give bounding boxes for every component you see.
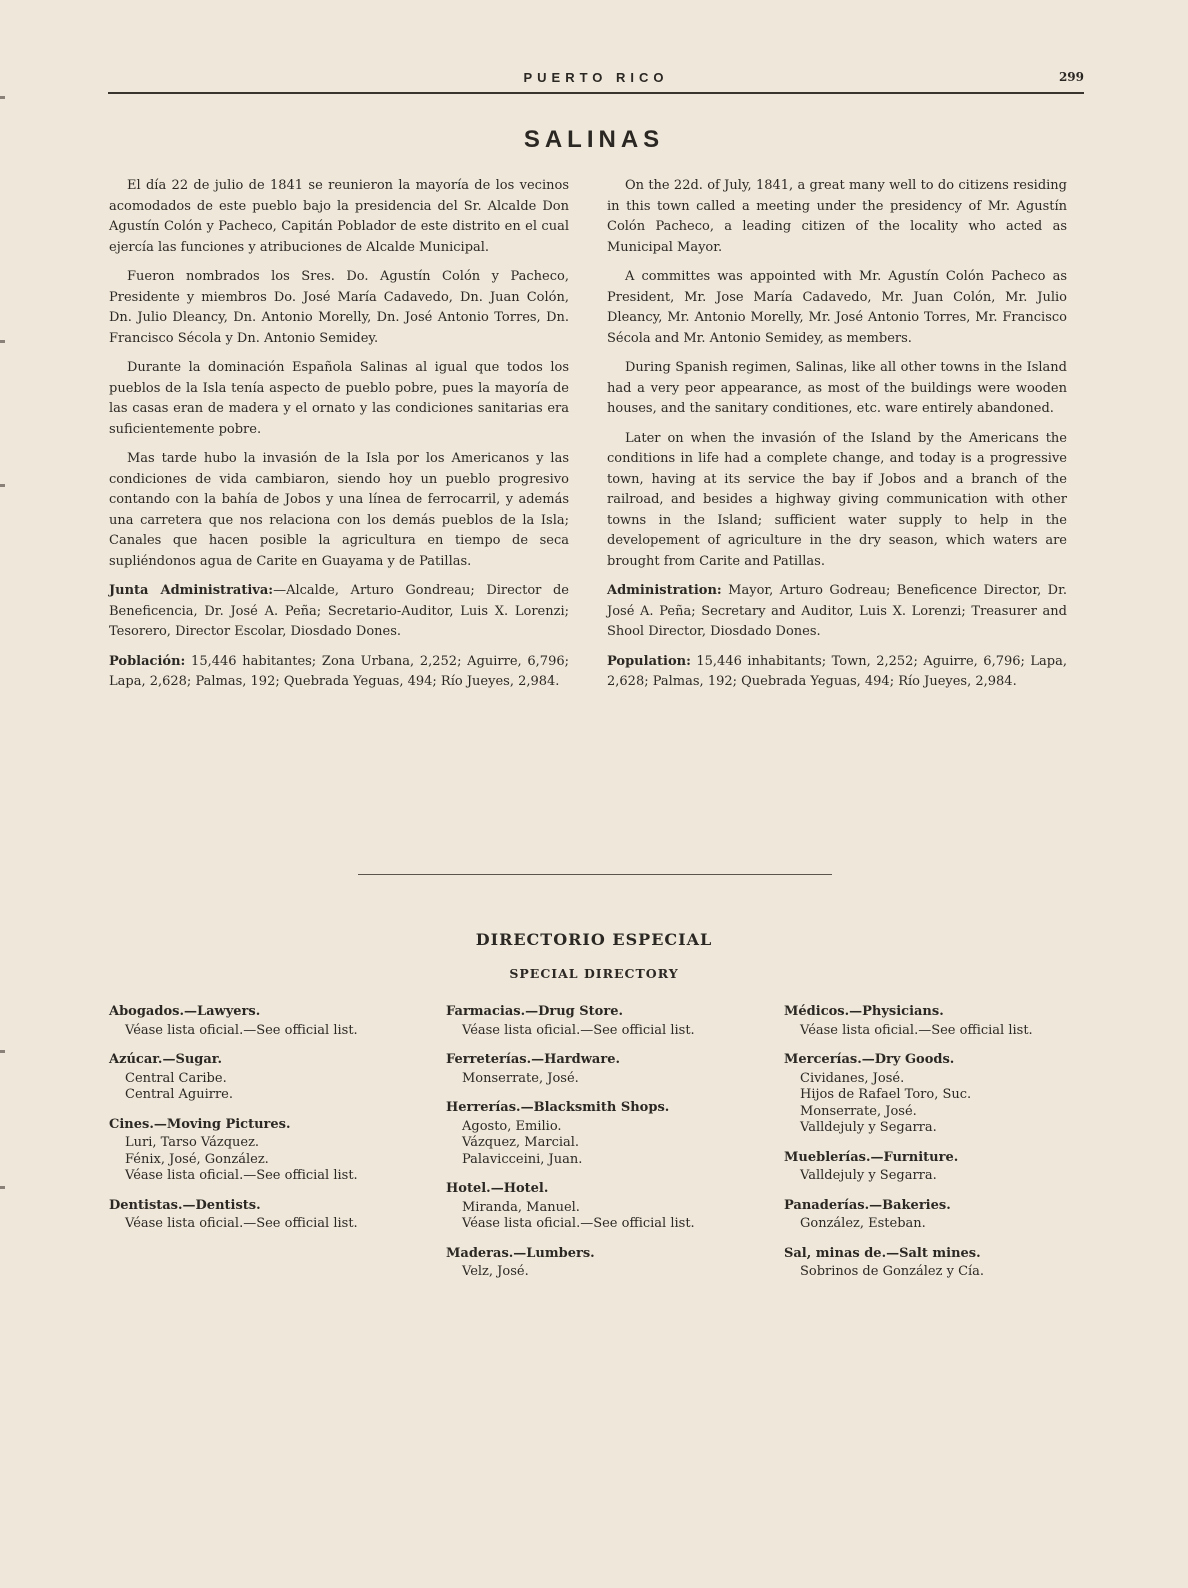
- english-paragraph-2: A committes was appointed with Mr. Agustín Colón Pacheco as President, Mr. Jose María Cadavedo, Mr. Juan Colón, Mr. Julio Dleancy, Mr. Antonio Morelly, Mr. José Antonio Torres, Mr. Francisco Sécola and Mr. Antonio Semidey, as members.: [607, 269, 1067, 346]
- spanish-pop-label: Población:: [109, 653, 186, 669]
- directory-entry-heading: Panaderías.—Bakeries.: [784, 1197, 951, 1213]
- directory-entry-line: Velz, José.: [462, 1264, 529, 1279]
- directory-entry: [109, 1198, 409, 1233]
- directory-entry-line: Fénix, José, González.: [125, 1151, 269, 1167]
- scan-edge-mark: [0, 340, 5, 343]
- directory-column-1: [109, 1004, 409, 1246]
- spanish-population: [109, 652, 569, 693]
- directory-entry-heading: Sal, minas de.—Salt mines.: [784, 1245, 981, 1261]
- directory-entry-line: Valldejuly y Segarra.: [800, 1120, 937, 1135]
- directory-entry-line: Monserrate, José.: [462, 1070, 579, 1086]
- directory-column-3: [784, 1004, 1084, 1294]
- directory-entry-line: Véase lista oficial.—See official list.: [125, 1022, 358, 1038]
- directory-entry: [784, 1004, 1084, 1039]
- directory-entry-line: Central Aguirre.: [125, 1087, 233, 1102]
- english-pop-text: 15,446 inhabitants; Town, 2,252; Aguirre, 6,796; Lapa, 2,628; Palmas, 192; Quebrada Yeguas, 494; Río Jueyes, 2,984.: [607, 653, 1067, 689]
- directory-entry: [109, 1004, 409, 1039]
- spanish-paragraph-1: El día 22 de julio de 1841 se reunieron la mayoría de los vecinos acomodados de este pueblo bajo la presidencia del Sr. Alcalde Don Agustín Colón y Pacheco, Capitán Poblador de este distrito en el cual ejercía las funciones y atribuciones de Alcalde Municipal.: [109, 178, 569, 255]
- english-pop-label: Population:: [607, 653, 691, 669]
- directory-entry-heading: Médicos.—Physicians.: [784, 1004, 944, 1019]
- directory-entry-line: Cividanes, José.: [800, 1070, 905, 1086]
- spanish-admin-label: Junta Administrativa:: [109, 583, 274, 598]
- spanish-column: [109, 176, 569, 702]
- english-paragraph-4: Later on when the invasión of the Island by the Americans the conditions in life had a complete change, and today is a progressive town, having at its service the bay if Jobos and a branch of the railroad, and besides a highway giving communication with other towns in the Island; sufficient water supply to help in the developement of agriculture in the dry season, which waters are brought from Carite and Patillas.: [607, 430, 1067, 569]
- directory-entry-line: Agosto, Emilio.: [462, 1118, 562, 1134]
- english-administration: [607, 581, 1067, 643]
- directory-entry-line: Palavicceini, Juan.: [462, 1151, 583, 1167]
- directory-entry-heading: Ferreterías.—Hardware.: [446, 1052, 620, 1067]
- directory-entry-line: González, Esteban.: [800, 1216, 926, 1231]
- directory-entry: [446, 1246, 746, 1281]
- spanish-paragraph-3: Durante la dominación Española Salinas al igual que todos los pueblos de la Isla tenía aspecto de pueblo pobre, pues la mayoría de las casas eran de madera y el ornato y las condiciones sanitarias era suficientemente pobre.: [109, 360, 569, 437]
- scan-edge-mark: [0, 1186, 5, 1189]
- directory-title: DIRECTORIO ESPECIAL: [475, 930, 713, 949]
- directory-entry-heading: Abogados.—Lawyers.: [109, 1004, 261, 1019]
- directory-entry-heading: Farmacias.—Drug Store.: [446, 1004, 623, 1019]
- directory-column-2: [446, 1004, 746, 1294]
- english-admin-label: Administration:: [607, 583, 722, 598]
- spanish-paragraph-2: Fueron nombrados los Sres. Do. Agustín Colón y Pacheco, Presidente y miembros Do. José María Cadavedo, Dn. Juan Colón, Dn. Julio Dleancy, Dn. Antonio Morelly, Dn. José Antonio Torres, Dn. Francisco Sécola y Dn. Antonio Semidey.: [109, 269, 569, 346]
- section-divider: [358, 874, 832, 875]
- directory-entry-heading: Azúcar.—Sugar.: [109, 1052, 222, 1067]
- page-number: 299: [1058, 70, 1084, 84]
- scan-edge-mark: [0, 96, 5, 99]
- spanish-paragraph-4: Mas tarde hubo la invasión de la Isla por los Americanos y las condiciones de vida cambiaron, siendo hoy un pueblo progresivo contando con la bahía de Jobos y una línea de ferrocarril, y además una carretera que nos relaciona con los demás pueblos de la Isla; Canales que hacen posible la agricultura en tiempo de seca supliéndonos agua de Carite en Guayama y de Patillas.: [109, 451, 569, 569]
- directory-entry-line: Miranda, Manuel.: [462, 1199, 580, 1215]
- page-title: SALINAS: [523, 126, 665, 153]
- directory-entry-line: Vázquez, Marcial.: [462, 1135, 580, 1150]
- directory-entry: [784, 1150, 1084, 1185]
- directory-entry-line: Véase lista oficial.—See official list.: [462, 1022, 695, 1038]
- directory-entry-line: Véase lista oficial.—See official list.: [800, 1022, 1033, 1038]
- running-title: PUERTO RICO: [523, 70, 669, 85]
- spanish-administration: [109, 581, 569, 643]
- directory-entry-line: Central Caribe.: [125, 1070, 227, 1086]
- directory-entry-heading: Hotel.—Hotel.: [446, 1181, 549, 1196]
- directory-entry-line: Sobrinos de González y Cía.: [800, 1264, 985, 1279]
- scan-edge-mark: [0, 1050, 5, 1053]
- english-admin-text: Mayor, Arturo Godreau; Beneficence Director, Dr. José A. Peña; Secretary and Auditor, Luis X. Lorenzi; Treasurer and Shool Director, Diosdado Dones.: [607, 583, 1067, 639]
- spanish-admin-text: —Alcalde, Arturo Gondreau; Director de Beneficencia, Dr. José A. Peña; Secretario-Auditor, Luis X. Lorenzi; Tesorero, Director Escolar, Diosdado Dones.: [109, 583, 569, 639]
- directory-entry-line: Véase lista oficial.—See official list.: [462, 1216, 695, 1231]
- english-paragraph-1: On the 22d. of July, 1841, a great many well to do citizens residing in this town called a meeting under the presidency of Mr. Agustín Colón Pacheco, a leading citizen of the locality who acted as Municipal Mayor.: [607, 178, 1067, 255]
- directory-entry: [784, 1052, 1084, 1137]
- page-header: [108, 68, 1084, 94]
- directory-entry-heading: Cines.—Moving Pictures.: [109, 1116, 291, 1132]
- directory-entry-line: Monserrate, José.: [800, 1103, 917, 1119]
- directory-entry: [446, 1181, 746, 1233]
- directory-entry-heading: Maderas.—Lumbers.: [446, 1245, 595, 1261]
- spanish-pop-text: 15,446 habitantes; Zona Urbana, 2,252; Aguirre, 6,796; Lapa, 2,628; Palmas, 192; Quebrada Yeguas, 494; Río Jueyes, 2,984.: [109, 653, 569, 689]
- directory-subtitle: SPECIAL DIRECTORY: [509, 966, 679, 981]
- directory-entry-heading: Mercerías.—Dry Goods.: [784, 1052, 955, 1067]
- directory-entry-heading: Herrerías.—Blacksmith Shops.: [446, 1100, 670, 1115]
- directory-entry: [446, 1052, 746, 1087]
- english-column: [607, 176, 1067, 702]
- scan-edge-mark: [0, 484, 5, 487]
- directory-entry: [784, 1246, 1084, 1281]
- directory-entry-line: Véase lista oficial.—See official list.: [125, 1168, 358, 1183]
- directory-entry: [446, 1100, 746, 1168]
- directory-entry: [109, 1117, 409, 1185]
- directory-entry-line: Hijos de Rafael Toro, Suc.: [800, 1087, 972, 1102]
- english-population: [607, 652, 1067, 693]
- english-paragraph-3: During Spanish regimen, Salinas, like all other towns in the Island had a very peor appearance, as most of the buildings were wooden houses, and the sanitary conditiones, etc. ware entirely abandoned.: [607, 360, 1067, 416]
- directory-entry-line: Véase lista oficial.—See official list.: [125, 1216, 358, 1231]
- directory-entry-line: Valldejuly y Segarra.: [800, 1168, 937, 1183]
- directory-entry: [446, 1004, 746, 1039]
- directory-entry-line: Luri, Tarso Vázquez.: [125, 1135, 260, 1150]
- directory-entry: [109, 1052, 409, 1104]
- directory-entry-heading: Mueblerías.—Furniture.: [784, 1149, 959, 1165]
- directory-entry: [784, 1198, 1084, 1233]
- directory-entry-heading: Dentistas.—Dentists.: [109, 1197, 261, 1213]
